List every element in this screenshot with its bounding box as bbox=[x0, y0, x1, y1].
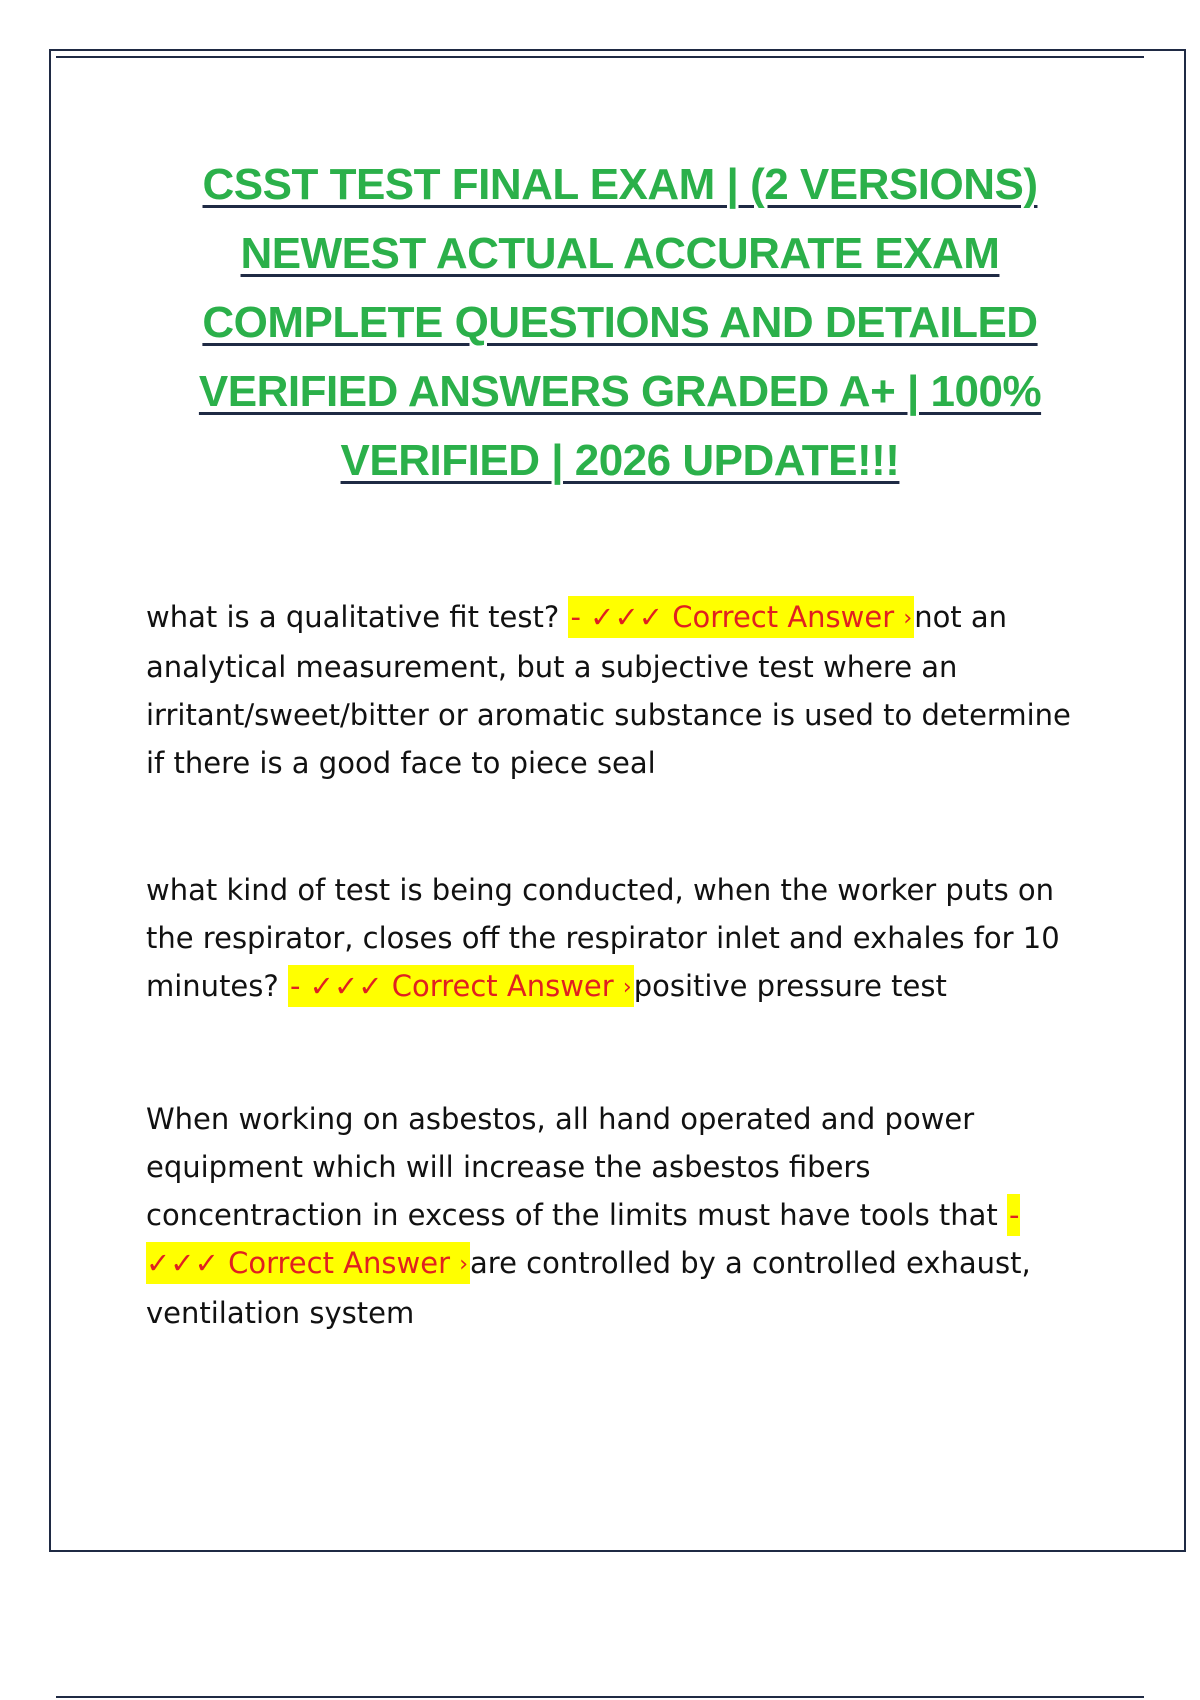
correct-answer-marker bbox=[568, 596, 914, 638]
question-text: When working on asbestos, all hand operated and power equipment which will increase the asbestos fibers concentraction in excess of the limits must have tools that bbox=[146, 1102, 998, 1232]
bottom-rule bbox=[56, 1696, 1144, 1698]
qa-item bbox=[146, 866, 1086, 1012]
answer-text: not an analytical measurement, but a subjective test where an irritant/sweet/bitter or aromatic substance is used to determine if there is a good face to piece seal bbox=[146, 600, 1071, 780]
qa-item bbox=[146, 1095, 1086, 1337]
question-text: what is a qualitative fit test? bbox=[146, 600, 560, 634]
chevron-right-icon: › bbox=[459, 1252, 469, 1277]
chevron-right-icon: › bbox=[622, 975, 632, 1000]
answer-text: are controlled by a controlled exhaust, ventilation system bbox=[146, 1246, 1031, 1330]
correct-answer-label: - ✓✓✓ Correct Answer bbox=[290, 969, 614, 1003]
answer-text: positive pressure test bbox=[633, 969, 947, 1003]
title-line-5: VERIFIED | 2026 UPDATE!!! bbox=[340, 436, 900, 485]
title-line-2: NEWEST ACTUAL ACCURATE EXAM bbox=[240, 229, 1000, 278]
correct-answer-label: - ✓✓✓ Correct Answer bbox=[570, 600, 895, 634]
top-rule bbox=[56, 56, 1144, 58]
correct-answer-marker bbox=[288, 965, 634, 1007]
title-line-1: CSST TEST FINAL EXAM | (2 VERSIONS) bbox=[202, 160, 1038, 209]
title-line-4: VERIFIED ANSWERS GRADED A+ | 100% bbox=[198, 367, 1042, 416]
document-title bbox=[150, 150, 1090, 495]
question-text: what kind of test is being conducted, when the worker puts on the respirator, closes off the respirator inlet and exhales for 10 minutes? bbox=[146, 873, 1060, 1003]
title-line-3: COMPLETE QUESTIONS AND DETAILED bbox=[202, 298, 1038, 347]
qa-item bbox=[146, 593, 1086, 787]
correct-answer-label: - ✓✓✓ Correct Answer bbox=[146, 1198, 1020, 1280]
chevron-right-icon: › bbox=[903, 606, 913, 631]
